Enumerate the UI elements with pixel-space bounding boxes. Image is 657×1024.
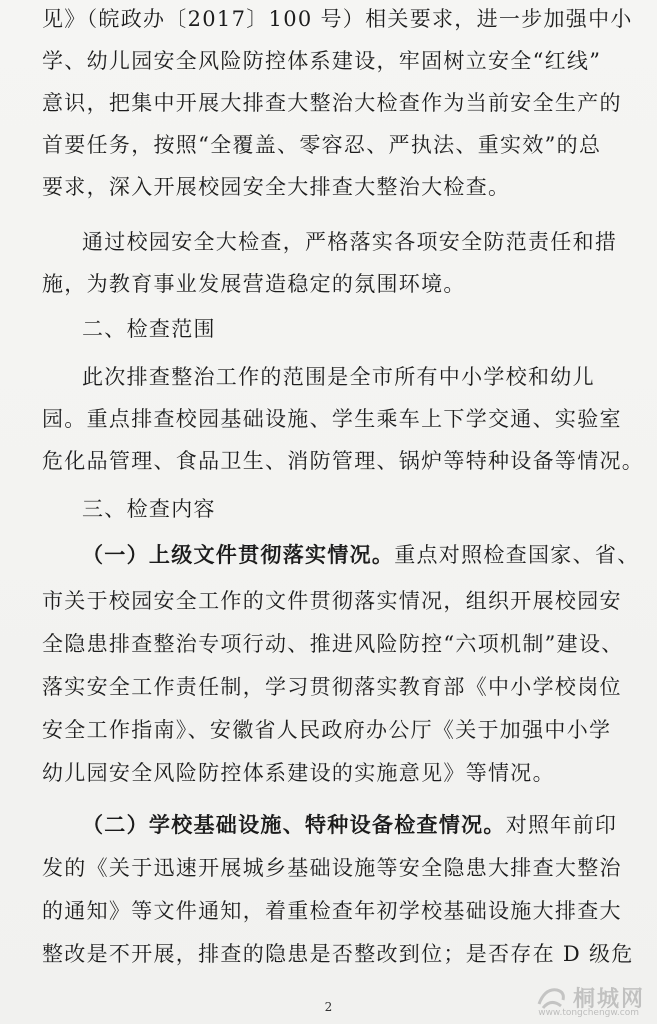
text-line: 幼儿园安全风险防控体系建设的实施意见》等情况。 xyxy=(42,761,555,785)
subsection-1-title: （一）上级文件贯彻落实情况。 xyxy=(82,542,395,567)
subsection-1-text: 重点对照检查国家、省、 xyxy=(394,543,640,567)
page-number: 2 xyxy=(324,1000,333,1014)
text-line: 园。重点排查校园基础设施、学生乘车上下学交通、实验室 xyxy=(42,407,622,431)
text-line: 意识，把集中开展大排查大整治大检查作为当前安全生产的 xyxy=(42,91,622,115)
text-line: 市关于校园安全工作的文件贯彻落实情况，组织开展校园安 xyxy=(42,589,622,613)
text-line: 学、幼儿园安全风险防控体系建设，牢固树立安全“红线” xyxy=(42,49,602,73)
text-line: 首要任务，按照“全覆盖、零容忍、严执法、重实效”的总 xyxy=(42,133,602,157)
text-line: 施，为教育事业发展营造稳定的氛围环境。 xyxy=(42,272,466,296)
subsection-2-text: 对照年前印 xyxy=(505,813,618,837)
subsection-2-title: （二）学校基础设施、特种设备检查情况。 xyxy=(82,812,506,837)
section-heading-content: 三、检查内容 xyxy=(82,497,216,521)
text-line: 的通知》等文件通知，着重检查年初学校基础设施大排查大 xyxy=(42,899,622,923)
section-heading-scope: 二、检查范围 xyxy=(82,317,216,341)
text-line: 发的《关于迅速开展城乡基础设施等安全隐患大排查大整治 xyxy=(42,856,622,880)
text-line: 见》（皖政办〔2017〕100 号）相关要求，进一步加强中小 xyxy=(42,7,633,31)
text-line: 要求，深入开展校园安全大排查大整治大检查。 xyxy=(42,175,511,199)
watermark-text: 桐城网 xyxy=(572,987,645,1012)
watermark-url: www.tongchengw.com xyxy=(538,1008,639,1018)
text-line: 全隐患排查整治专项行动、推进风险防控“六项机制”建设、 xyxy=(42,632,624,656)
subsection-2-line xyxy=(0,810,657,840)
text-line: 整改是不开展，排查的隐患是否整改到位；是否存在 D 级危 xyxy=(42,942,634,966)
text-line: 落实安全工作责任制，学习贯彻落实教育部《中小学校岗位 xyxy=(42,675,622,699)
text-line: 通过校园安全大检查，严格落实各项安全防范责任和措 xyxy=(82,230,618,254)
subsection-1-line xyxy=(0,540,657,570)
text-line: 危化品管理、食品卫生、消防管理、锅炉等特种设备等情况。 xyxy=(42,449,645,473)
text-line: 安全工作指南》、安徽省人民政府办公厅《关于加强中小学 xyxy=(42,718,612,742)
text-line: 此次排查整治工作的范围是全市所有中小学校和幼儿 xyxy=(82,365,595,389)
